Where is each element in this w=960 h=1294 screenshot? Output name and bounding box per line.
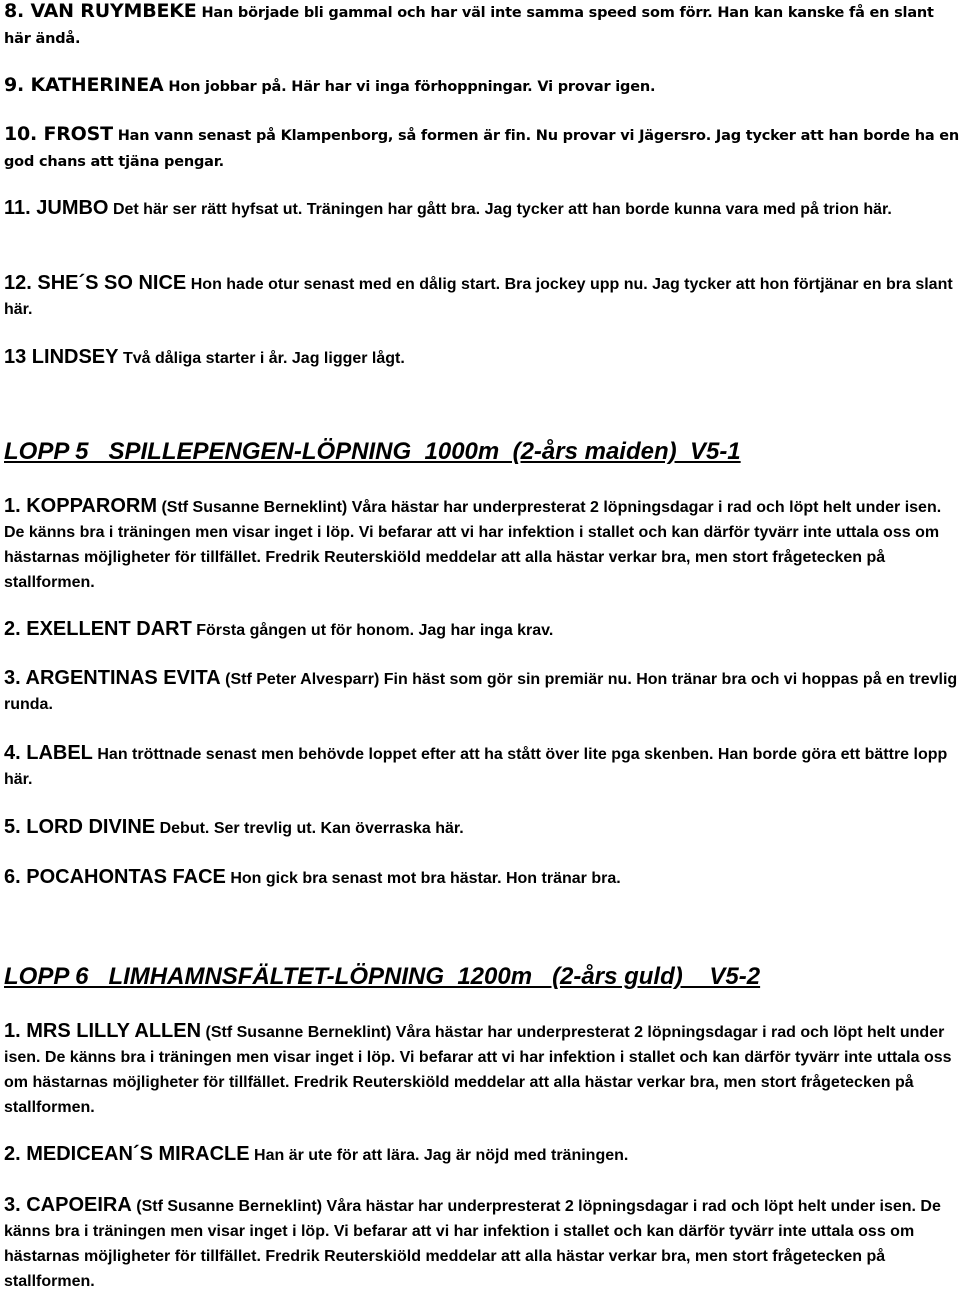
horse-comment: (Stf Susanne Berneklint) Våra hästar har underpresterat 2 löpningsdagar i rad och löpt helt under isen. De känns bra i träningen men visar inget i löp. Vi befarar att vi har infektion i stallet och kan därför tyvärr inte uttala oss om hästarnas möjligheter för tillfället. Fredrik Reuterskiöld meddelar att alla hästar verkar bra, men stort frågetecken på stallformen.: [4, 499, 942, 591]
entry-shes-so-nice: [4, 271, 960, 322]
horse-name: 3. ARGENTINAS EVITA: [4, 667, 221, 689]
horse-comment: Hon jobbar på. Här har vi inga förhoppningar. Vi provar igen.: [168, 79, 656, 95]
horse-comment: (Stf Peter Alvesparr) Fin häst som gör sin premiär nu. Hon tränar bra och vi hoppas på en trevlig runda.: [4, 671, 958, 713]
entry-capoeira: [4, 1193, 960, 1294]
race-6-heading: LOPP 6 LIMHAMNSFÄLTET-LÖPNING 1200m (2-års guld) V5-2: [4, 963, 761, 990]
horse-name: 11. JUMBO: [4, 197, 109, 219]
entry-exellent-dart: [4, 617, 960, 643]
horse-comment: Hon hade otur senast med en dålig start. Bra jockey upp nu. Jag tycker att hon förtjänar en bra slant här.: [4, 276, 953, 318]
entry-mrs-lilly-allen: [4, 1019, 960, 1120]
entry-lindsey: [4, 345, 960, 371]
race-5-heading: LOPP 5 SPILLEPENGEN-LÖPNING 1000m (2-års maiden) V5-1: [4, 438, 741, 465]
horse-comment: Debut. Ser trevlig ut. Kan överraska här.: [159, 820, 464, 837]
horse-name: 2. EXELLENT DART: [4, 618, 192, 640]
horse-comment: Han är ute för att lära. Jag är nöjd med träningen.: [254, 1147, 629, 1164]
horse-name: 5. LORD DIVINE: [4, 816, 156, 838]
horse-name: 2. MEDICEAN´S MIRACLE: [4, 1143, 250, 1165]
horse-name: 12. SHE´S SO NICE: [4, 272, 187, 294]
entry-lord-divine: [4, 815, 960, 841]
horse-name: 3. CAPOEIRA: [4, 1194, 132, 1216]
horse-name: 9. KATHERINEA: [4, 74, 164, 96]
horse-name: 10. FROST: [4, 123, 113, 145]
horse-comment: Han vann senast på Klampenborg, så formen är fin. Nu provar vi Jägersro. Jag tycker att han borde ha en god chans att tjäna pengar.: [4, 128, 960, 170]
entry-medicean-miracle: [4, 1142, 960, 1168]
horse-comment: (Stf Susanne Berneklint) Våra hästar har underpresterat 2 löpningsdagar i rad och löpt helt under isen. De känns bra i träningen men visar inget i löp. Vi befarar att vi har infektion i stallet och kan därför tyvärr inte uttala oss om hästarnas möjligheter för tillfället. Fredrik Reuterskiöld meddelar att alla hästar verkar bra, men stort frågetecken på stallformen.: [4, 1198, 941, 1290]
horse-comment: Två dåliga starter i år. Jag ligger lågt.: [122, 350, 405, 367]
horse-name: 6. POCAHONTAS FACE: [4, 866, 226, 888]
horse-comment: Det här ser rätt hyfsat ut. Träningen har gått bra. Jag tycker att han borde kunna vara med på trion här.: [112, 201, 892, 218]
entry-katherinea: [4, 72, 960, 100]
horse-comment: Första gången ut för honom. Jag har inga krav.: [196, 622, 554, 639]
horse-comment: Hon gick bra senast mot bra hästar. Hon tränar bra.: [230, 870, 621, 887]
entry-jumbo: [4, 196, 960, 222]
horse-name: 4. LABEL: [4, 742, 93, 764]
entry-label: [4, 741, 960, 792]
horse-name: 1. KOPPARORM: [4, 495, 157, 517]
entry-pocahontas-face: [4, 865, 960, 891]
horse-name: 13 LINDSEY: [4, 346, 119, 368]
entry-frost: [4, 121, 960, 175]
horse-comment: (Stf Susanne Berneklint) Våra hästar har underpresterat 2 löpningsdagar i rad och löpt helt under isen. De känns bra i träningen men visar inget i löp. Vi befarar att vi har infektion i stallet och kan därför tyvärr inte uttala oss om hästarnas möjligheter för tillfället. Fredrik Reuterskiöld meddelar att alla hästar verkar bra, men stort frågetecken på stallformen.: [4, 1024, 952, 1116]
horse-name: 1. MRS LILLY ALLEN: [4, 1020, 202, 1042]
entry-van-ruymbeke: [4, 0, 960, 52]
horse-comment: Han tröttnade senast men behövde loppet efter att ha stått över lite pga skenben. Han borde göra ett bättre lopp här.: [4, 746, 948, 788]
horse-comment: Han började bli gammal och har väl inte samma speed som förr. Han kan kanske få en slant här ändå.: [4, 5, 934, 47]
horse-name: 8. VAN RUYMBEKE: [4, 0, 197, 22]
entry-argentinas-evita: [4, 666, 960, 717]
entry-kopparorm: [4, 494, 960, 595]
